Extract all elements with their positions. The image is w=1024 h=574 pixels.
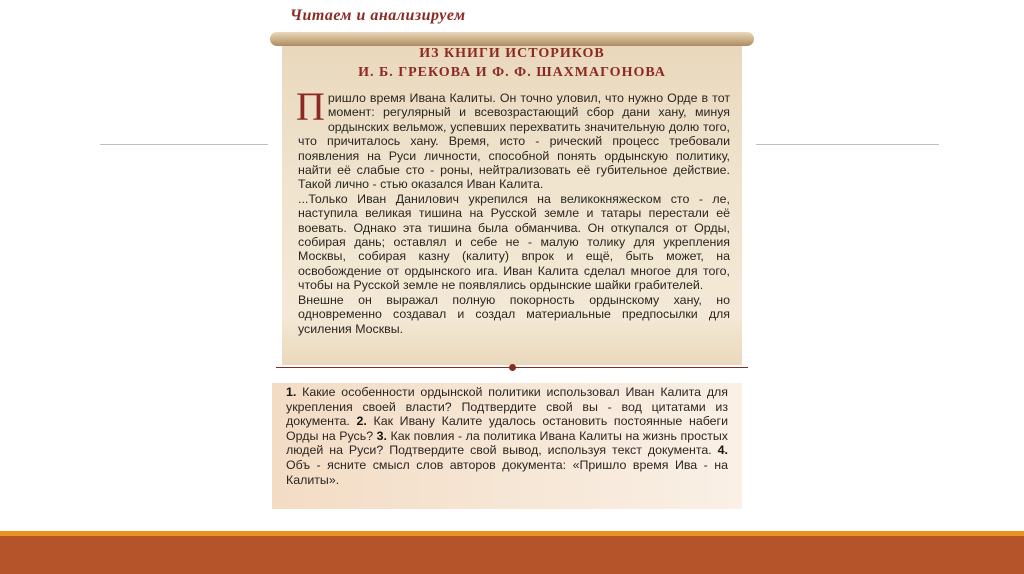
paragraph-1-text: ришло время Ивана Калиты. Он точно уловил, что нужно Орде в тот момент: регулярный и всевозрастающий сбор дани хану, минуя ордынских вельмож, успевших перехватить значительную долю того, что причиталось хану. Время, исто - рический процесс требовали появления на Руси личности, способной понять ордынскую политику, найти её слабые сто - роны, нейтрализовать её губительное действие. Такой лично - стью оказался Иван Калита. [298, 91, 730, 192]
document-heading [282, 44, 742, 82]
heading-line-2: И. Б. ГРЕКОВА И Ф. Ф. ШАХМАГОНОВА [358, 65, 666, 80]
paragraph-1 [296, 84, 730, 192]
paragraph-2: ...Только Иван Данилович укрепился на великокняжеском сто - ле, наступила великая тишина на Русской земле и татары перестали её воевать. Однако эта тишина была обманчива. Он откупался от Орды, собирая дань; оставлял и себе не - малую толику для укрепления Москвы, собирая казну (калиту) впрок и ещё, быть может, на освобождение от ордынского ига. Иван Калита сделал многое для того, чтобы на Русской земле не появлялись ордынские шайки грабителей. [298, 191, 730, 293]
section-title: Читаем и анализируем [290, 7, 466, 24]
question-2: Как Ивану Калите удалось остановить постоянные набеги Орды на Русь? [286, 414, 728, 443]
question-3: Как повлия - ла политика Ивана Калиты на жизнь простых людей на Руси? Подтвердите свой вывод, используя текст документа. [286, 428, 728, 458]
heading-line-1: ИЗ КНИГИ ИСТОРИКОВ [419, 46, 605, 61]
drop-cap: П [296, 84, 325, 129]
question-4-number: 4. [717, 443, 728, 458]
question-1-number: 1. [286, 385, 297, 399]
question-3-number: 3. [376, 428, 387, 443]
left-rule [100, 144, 268, 145]
right-rule [756, 144, 939, 145]
question-2-number: 2. [356, 414, 367, 429]
document-text [296, 84, 730, 336]
divider-ornament [509, 364, 516, 371]
footer-bar [0, 536, 1024, 574]
questions-text [286, 385, 728, 487]
paragraph-3: Внешне он выражал полную покорность ордынскому хану, но одновременно создавал и создал материальные предпосылки для усиления Москвы. [298, 292, 730, 336]
question-1: Какие особенности ордынской политики использовал Иван Калита для укрепления своей власти? Подтвердите свой вы - вод цитатами из документа. [286, 385, 728, 429]
question-4: Объ - ясните смысл слов авторов документа: «Пришло время Ива - на Калиты». [286, 457, 728, 487]
